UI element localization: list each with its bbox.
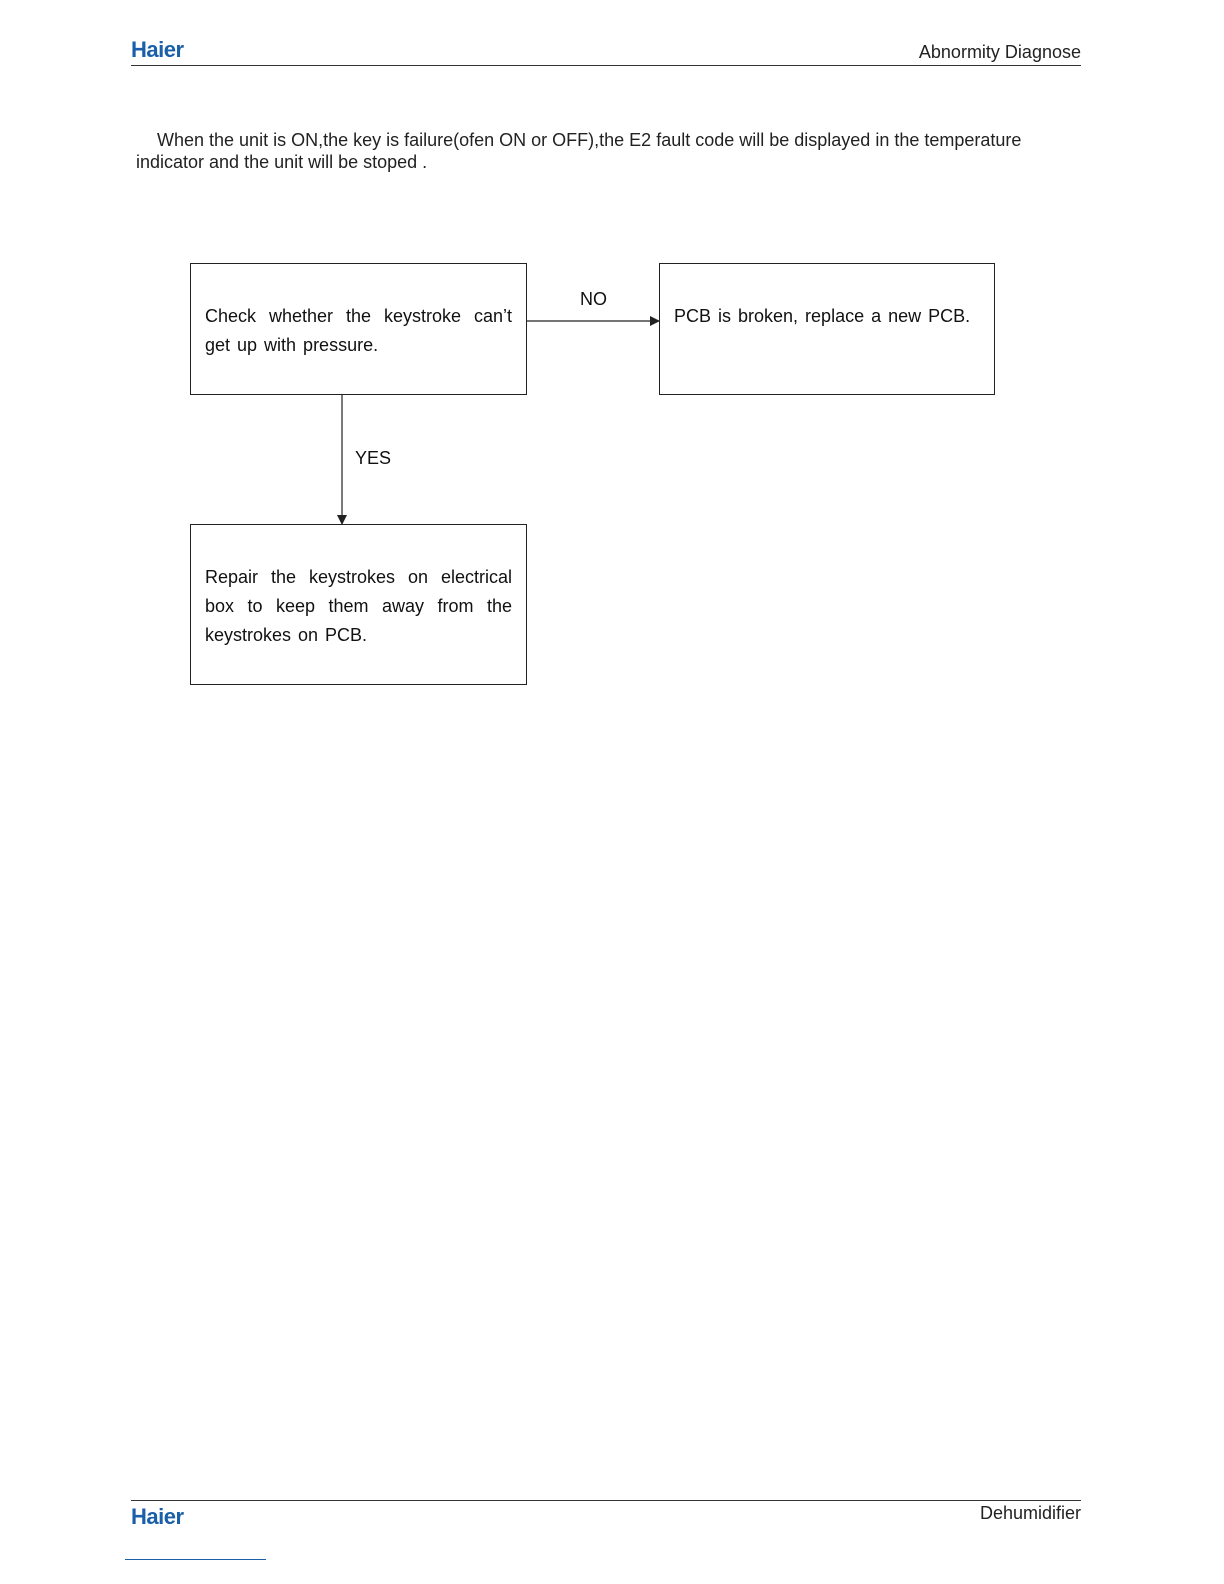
check-keystroke-text: Check whether the keystroke can’t get up with pressure. bbox=[205, 306, 512, 355]
intro-paragraph: When the unit is ON,the key is failure(ofen ON or OFF),the E2 fault code will be displayed in the temperature indicator and the unit will be stoped . bbox=[136, 130, 1022, 172]
haier-logo-footer: Haier bbox=[131, 1504, 184, 1529]
no-label: NO bbox=[580, 289, 607, 309]
replace-pcb-text: PCB is broken, replace a new PCB. bbox=[674, 306, 971, 326]
page-footer bbox=[131, 1500, 1081, 1531]
section-title: Abnormity Diagnose bbox=[918, 42, 1081, 62]
product-title: Dehumidifier bbox=[979, 1503, 1081, 1523]
yes-label: YES bbox=[355, 448, 392, 468]
check-keystroke-box bbox=[190, 263, 527, 395]
repair-keystrokes-text: Repair the keystrokes on electrical box to keep them away from the keystrokes on PCB. bbox=[205, 567, 512, 645]
repair-keystrokes-box bbox=[190, 524, 527, 685]
page-header bbox=[131, 34, 1081, 66]
replace-pcb-box bbox=[659, 263, 995, 395]
haier-logo: Haier bbox=[131, 37, 184, 62]
footnote-rule bbox=[125, 1559, 266, 1560]
